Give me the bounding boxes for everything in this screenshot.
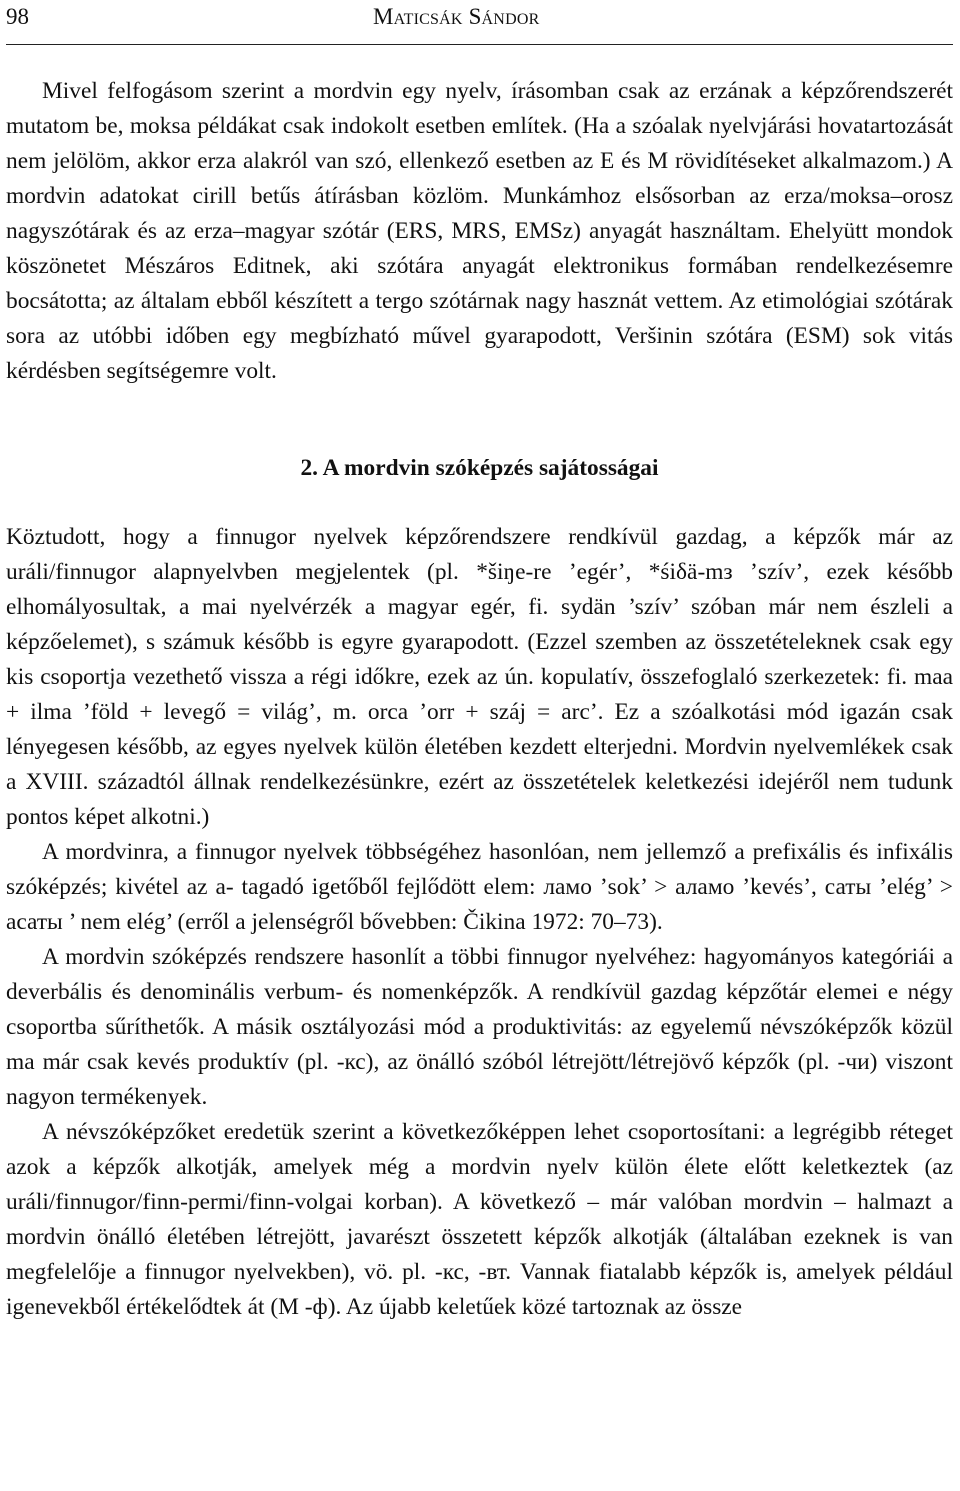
section-heading: 2. A mordvin szóképzés sajátosságai [300, 455, 659, 481]
paragraph-5: A névszóképzőket eredetük szerint a következőképpen lehet csoportosítani: a legrégibb réteget azok a képzők alkotják, amelyek még a mordvin nyelv külön élete előtt keletkeztek (az uráli/finnugor/finn-permi/finn-volgai korban). A következő – már valóban mordvin – halmazt a mordvin önálló életében létrejött, javarészt összetett képzők alkotják (általában ezeknek is van megfelelője a finnugor nyelvekben), vö. pl. -кс, -вт. Vannak fiatalabb képzők is, amelyek például igenevekből értékelődtek át (M -ф). Az újabb keletűek közé tartoznak az össze [6, 1119, 953, 1320]
paragraph-3: A mordvinra, a finnugor nyelvek többségéhez hasonlóan, nem jellemző a prefixális és infixális szóképzés; kivétel az a- tagadó igetőből fejlődött elem: ламо ’sok’ > аламо ’kevés’, саты ’elég’ > асаты ’ nem elég’ (erről a jelenségről bővebben: Čikina 1972: 70–73). [6, 839, 953, 935]
paragraph-1: Mivel felfogásom szerint a mordvin egy nyelv, írásomban csak az erzának a képzőrendszerét mutatom be, moksa példákat csak indokolt esetben említek. (Ha a szóalak nyelvjárási hovatartozását nem jelölöm, akkor erza alakról van szó, ellenkező esetben az E és M rövidítéseket alkalmazom.) A mordvin adatokat cirill betűs átírásban közlöm. Munkámhoz elsősorban az erza/moksa–orosz nagyszótárak és az erza–magyar szótár (ERS, MRS, EMSz) anyagát használtam. Ehelyütt mondok köszönetet Mészáros Editnek, aki szótára anyagát elektronikus formában rendelkezésemre bocsátotta; az általam ebből készített a tergo szótárnak nagy hasznát vettem. Az etimológiai szótárak sora az utóbbi időben egy megbízható művel gyarapodott, Veršinin szótára (ESM) sok vitás kérdésben segítségemre volt. [6, 78, 953, 384]
paragraph-4: A mordvin szóképzés rendszere hasonlít a többi finnugor nyelvéhez: hagyományos kategóriái a deverbális és denominális verbum- és nomenképzők. A rendkívül gazdag képzőtár elemei e négy csoportba sűríthetők. A másik osztályozási mód a produktivitás: az egyelemű névszóképzők közül ma már csak kevés produktív (pl. -кс), az önálló szóból létrejött/létrejövő képzők (pl. -чи) viszont nagyon termékenyek. [6, 944, 953, 1110]
page-number: 98 [6, 4, 29, 29]
paragraph-2: Köztudott, hogy a finnugor nyelvek képzőrendszere rendkívül gazdag, a képzők már az uráli/finnugor alapnyelvben megjelentek (pl. *šiŋe-re ’egér’, *śiδä-mз ’szív’, ezek később elhomályosultak, a mai nyelvérzék a magyar egér, fi. sydän ’szív’ szóban már nem észleli a képzőelemet), s számuk később is egyre gyarapodott. (Ezzel szemben az összetételeknek csak egy kis csoportja vezethető vissza a régi időkre, ezek az ún. kopulatív, összefoglaló szerkezetek: fi. maa + ilma ’föld + levegő = világ’, m. orca ’orr + száj = arc’. Ez a szóalkotási mód igazán csak lényegesen később, az egyes nyelvek külön életében kezdett elterjedni. Mordvin nyelvemlékek csak a XVIII. századtól állnak rendelkezésünkre, ezért az összetételek keletkezési idejéről nem tudunk pontos képet alkotni.) [6, 524, 953, 830]
document-page [6, 0, 953, 1325]
running-head: Maticsák Sándor [373, 4, 540, 29]
page-header [6, 0, 953, 45]
page-content [6, 74, 953, 1325]
